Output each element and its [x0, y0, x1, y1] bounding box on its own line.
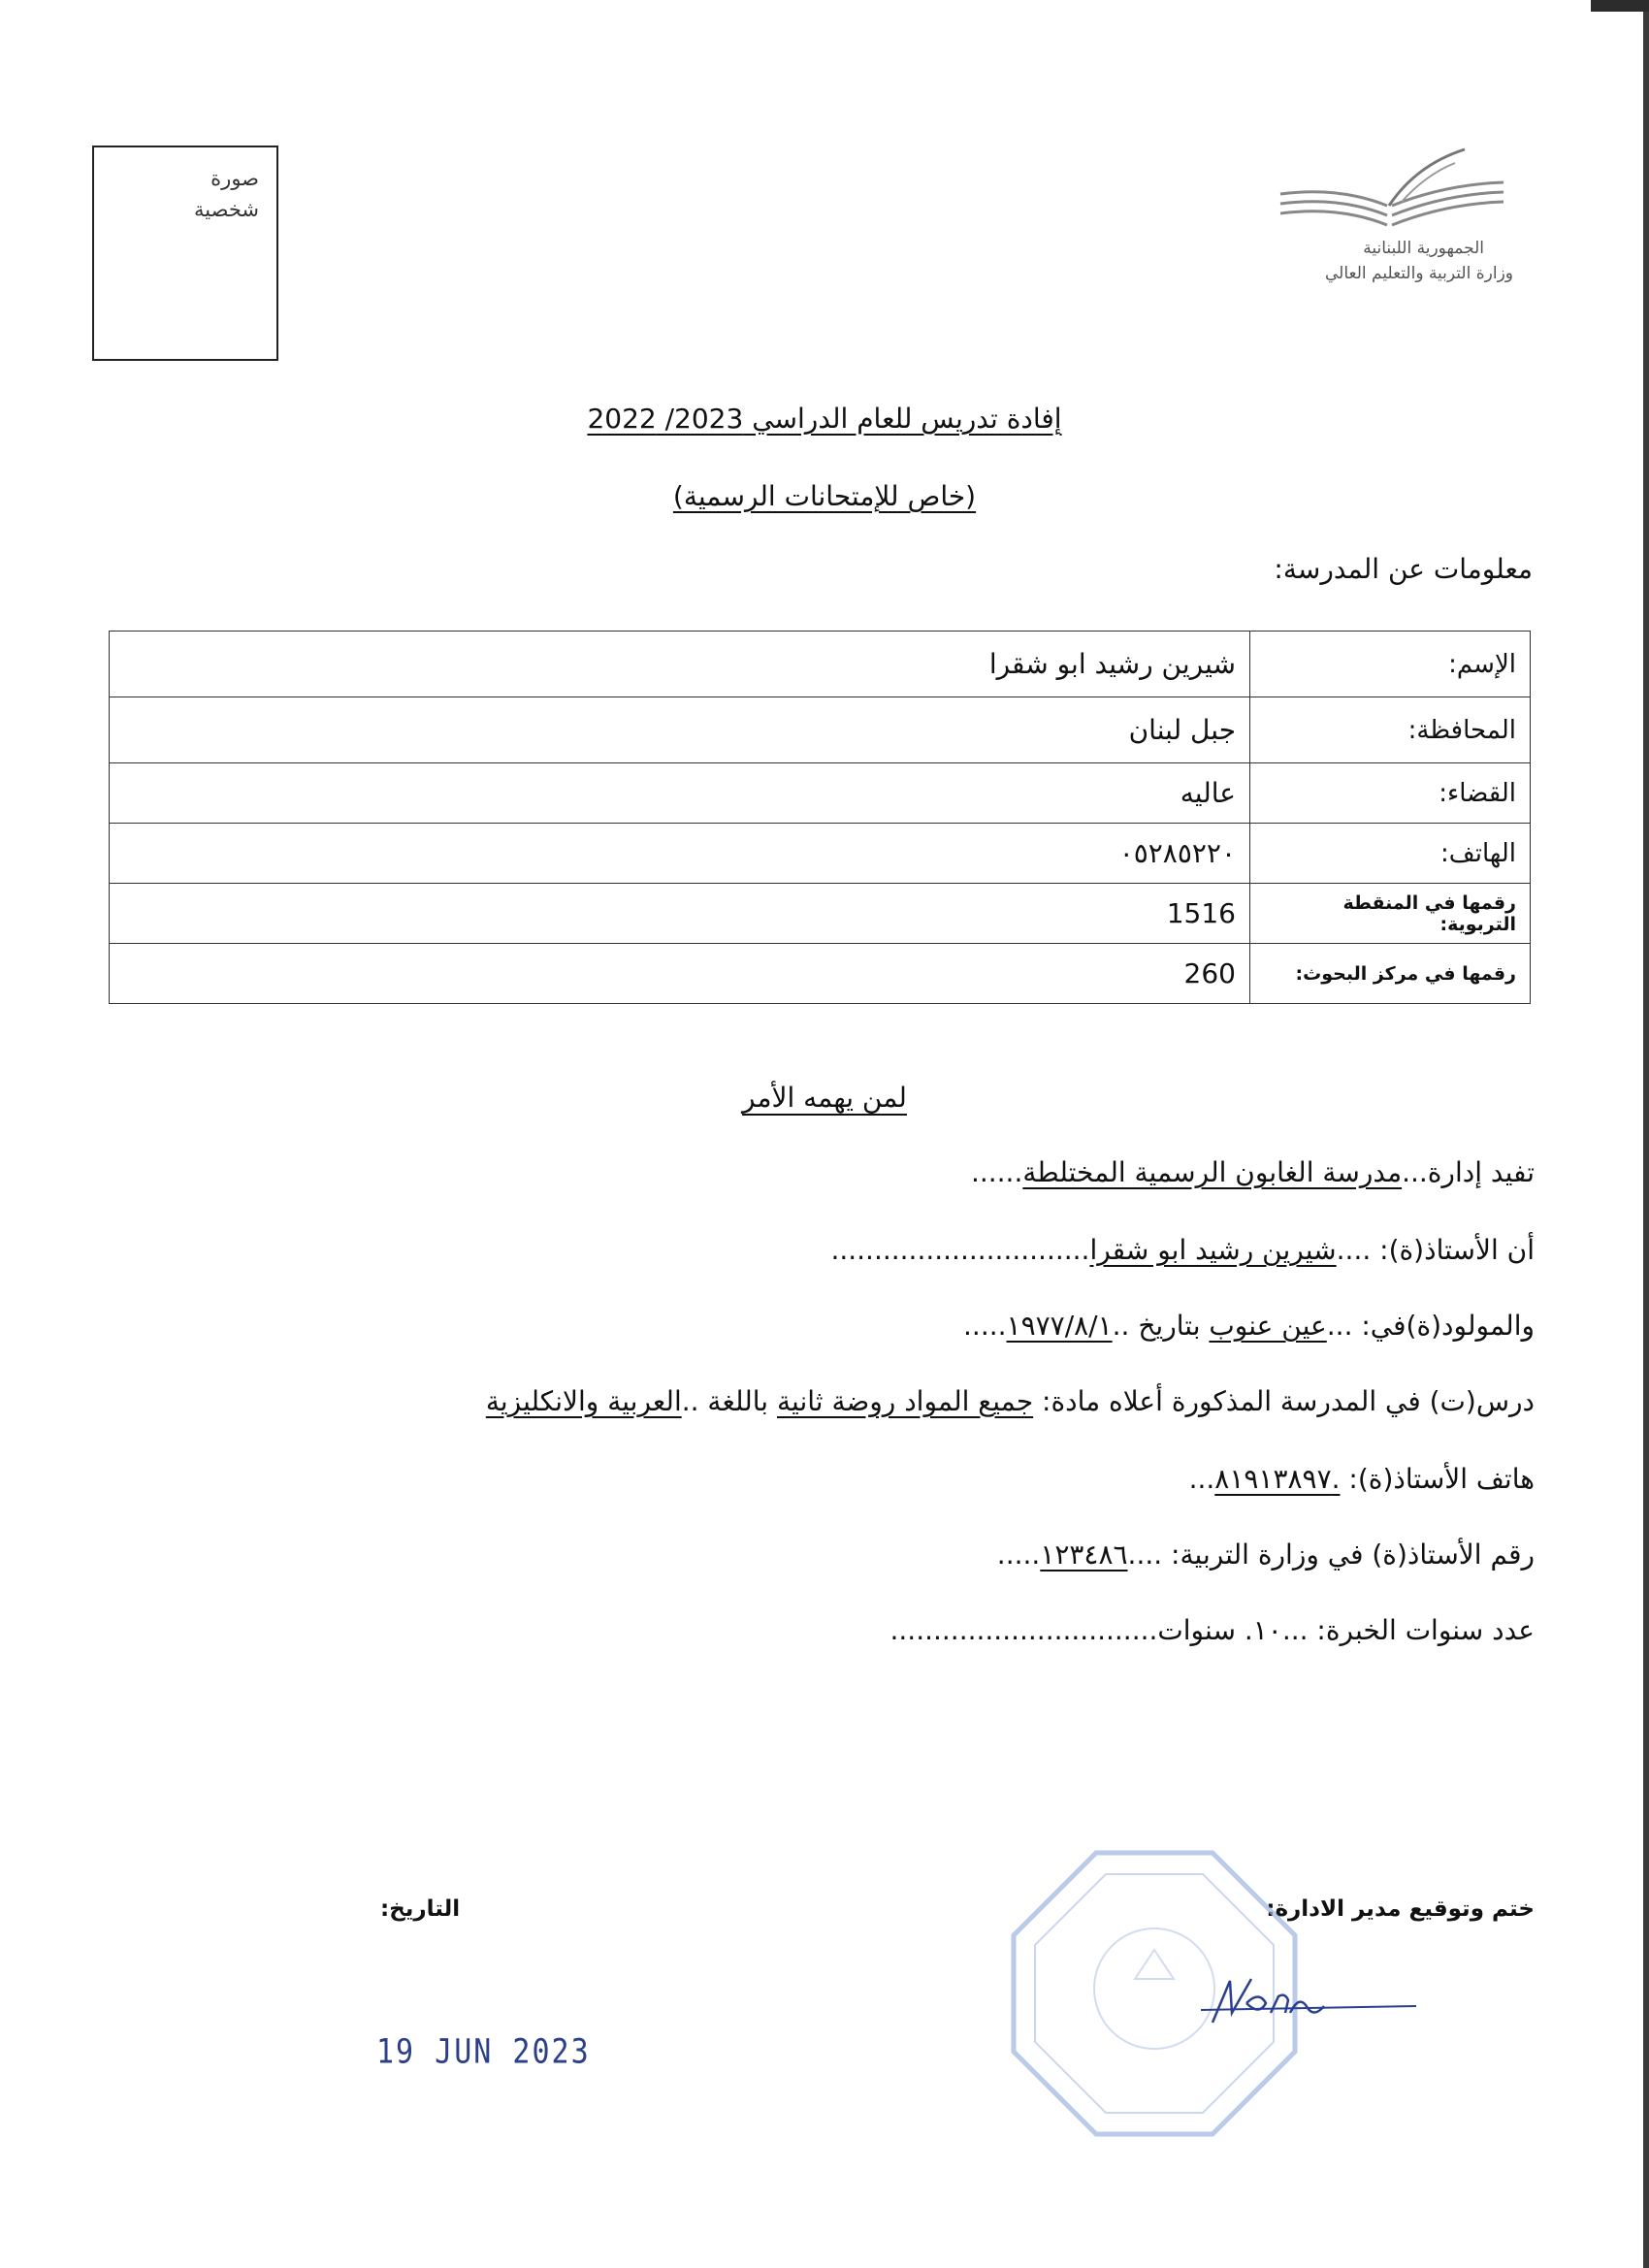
field-label: المحافظة:	[1250, 697, 1531, 763]
signature-label: ختم وتوقيع مدير الادارة:	[1266, 1896, 1535, 1922]
stamp-date: 19 JUN 2023	[376, 2032, 591, 2072]
school-info-table	[109, 631, 1531, 1004]
republic-name: الجمهورية اللبنانية	[1363, 239, 1484, 258]
birth-place-value: عين عنوب	[1209, 1310, 1327, 1342]
teacher-name-value: شيرين رشيد ابو شقرا	[1089, 1234, 1337, 1266]
table-row	[110, 697, 1531, 763]
birth-date-value: ١٩٧٧/٨/١	[1006, 1310, 1113, 1342]
scan-edge	[1643, 0, 1649, 2268]
table-row	[110, 763, 1531, 824]
personal-photo-box	[92, 146, 278, 361]
scan-corner	[1591, 0, 1649, 12]
field-value: جبل لبنان	[110, 697, 1250, 763]
school-name-value: مدرسة الغابون الرسمية المختلطة	[1022, 1156, 1403, 1188]
statement-text: هاتف الأستاذ(ة):	[1340, 1463, 1535, 1495]
director-signature	[1193, 1969, 1426, 2037]
statement-text: والمولود(ة)في: ...	[1326, 1310, 1535, 1342]
field-label: القضاء:	[1250, 763, 1531, 824]
statement-teacher	[830, 1234, 1535, 1266]
language-value: العربية والانكليزية	[485, 1385, 682, 1417]
statement-text: باللغة ..	[681, 1385, 777, 1417]
subject-value: جميع المواد روضة ثانية	[776, 1385, 1034, 1417]
field-label: الإسم:	[1250, 632, 1531, 697]
field-label: رقمها في المنقطة التربوية:	[1250, 884, 1531, 944]
statement-text: درس(ت) في المدرسة المذكورة أعلاه مادة:	[1033, 1385, 1535, 1417]
statement-ministry-number	[997, 1539, 1535, 1571]
ministry-number-value: ١٢٣٤٨٦	[1040, 1539, 1128, 1571]
table-row	[110, 884, 1531, 944]
field-value: عاليه	[110, 763, 1250, 824]
document-title: إفادة تدريس للعام الدراسي 2023/ 2022	[587, 403, 1062, 435]
field-label: الهاتف:	[1250, 824, 1531, 884]
field-value: شيرين رشيد ابو شقرا	[110, 632, 1250, 697]
statement-dots: .....	[963, 1310, 1007, 1342]
statement-text: أن الأستاذ(ة): ....	[1336, 1234, 1535, 1266]
field-value: 260	[110, 944, 1250, 1004]
statement-school	[971, 1156, 1535, 1188]
field-value: ٠٥٢٨٥٢٢٠	[110, 824, 1250, 884]
teacher-phone-value: .٨١٩١٣٨٩٧	[1214, 1463, 1341, 1495]
statement-dots: ......	[970, 1156, 1023, 1188]
photo-label: صورة شخصية	[194, 167, 259, 221]
statement-phone	[1189, 1463, 1535, 1495]
book-logo-icon	[1271, 146, 1513, 238]
statement-dots: ..............................	[830, 1234, 1090, 1266]
document-subtitle: (خاص للإمتحانات الرسمية)	[672, 480, 977, 512]
statement-text: بتاريخ ..	[1112, 1310, 1210, 1342]
statement-text: تفيد إدارة...	[1402, 1156, 1535, 1188]
school-info-heading: معلومات عن المدرسة:	[1274, 553, 1533, 585]
statement-birth	[963, 1310, 1535, 1342]
table-row	[110, 944, 1531, 1004]
table-row	[110, 824, 1531, 884]
statement-subject	[486, 1385, 1535, 1417]
ministry-name: وزارة التربية والتعليم العالي	[1324, 264, 1513, 283]
date-label: التاريخ:	[380, 1896, 461, 1922]
statement-experience: عدد سنوات الخبرة: ...١٠. سنوات...............................	[889, 1614, 1535, 1646]
table-row	[110, 632, 1531, 697]
field-label: رقمها في مركز البحوث:	[1250, 944, 1531, 1004]
statement-dots: ...	[1188, 1463, 1215, 1495]
ministry-logo	[1261, 146, 1513, 301]
field-value: 1516	[110, 884, 1250, 944]
to-whom-heading: لمن يهمه الأمر	[742, 1082, 907, 1114]
statement-text: رقم الأستاذ(ة) في وزارة التربية: ....	[1127, 1539, 1535, 1571]
statement-dots: .....	[996, 1539, 1041, 1571]
